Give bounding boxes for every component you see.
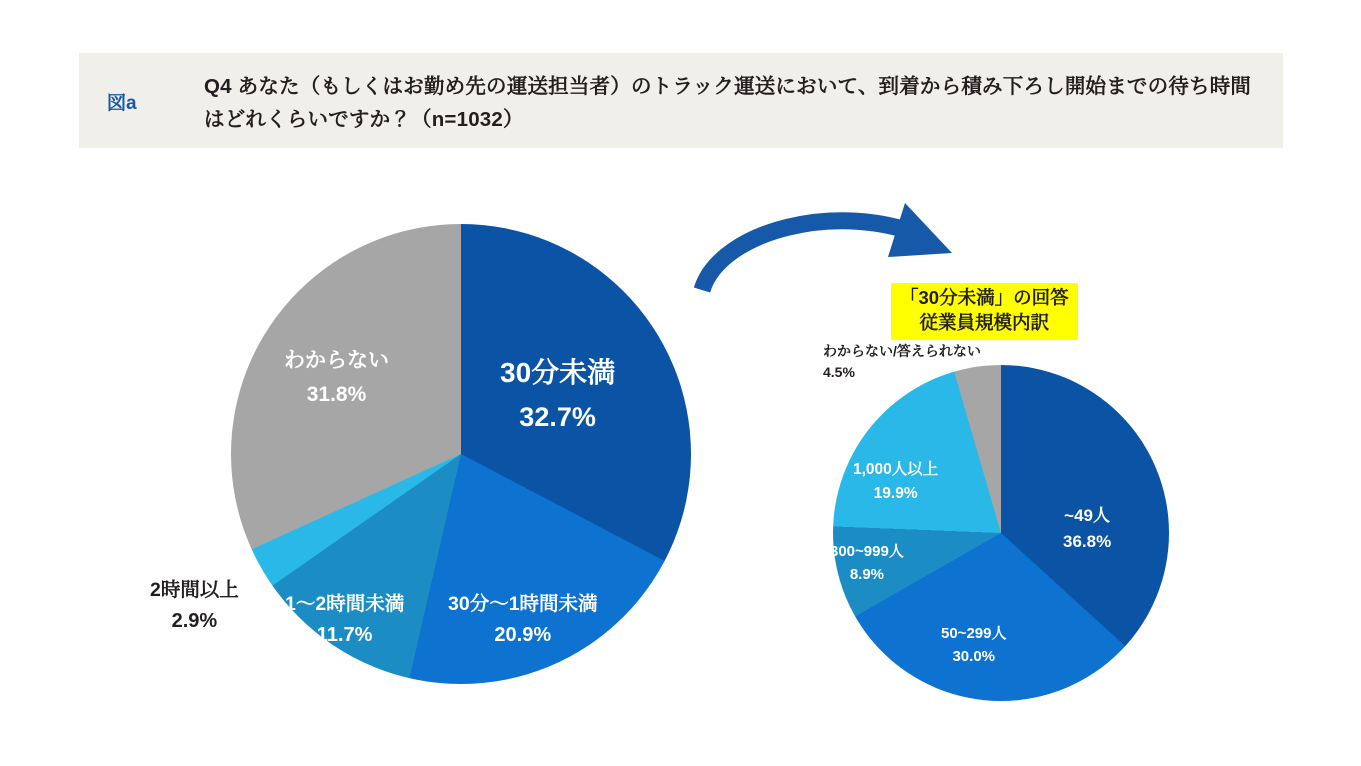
sub-pie-slice-name-3: 1,000人以上 [853,461,939,478]
main-pie-slice-name-2: 1～2時間未満 [285,593,405,615]
sub-pie-slice-value-0: 36.8% [1063,531,1112,551]
sub-pie-slice-name-2: 300~999人 [830,543,904,560]
main-pie-slice-value-2: 11.7% [316,623,373,646]
callout-box [891,283,1078,340]
sub-pie-slice-value-1: 30.0% [952,648,996,666]
sub-pie-slice-name-0: ~49人 [1064,506,1111,525]
main-pie-slice-name-0: 30分未満 [500,357,616,388]
main-pie-slice-value-0: 32.7% [519,401,596,432]
sub-pie-slice-value-3: 19.9% [873,484,918,502]
main-pie-slice-label-3 [150,578,239,635]
main-pie-slice-value-4: 31.8% [306,382,367,406]
sub-pie-slice-label-4 [823,343,981,382]
main-pie-slice-name-3: 2時間以上 [150,579,239,601]
main-pie-slice-label-4 [284,348,389,409]
sub-pie-slice-value-4: 4.5% [823,363,855,380]
main-pie-slice-name-4: わからない [284,349,389,372]
sub-pie-slice-name-4: わからない/答えられない [823,343,981,359]
main-pie-slice-label-1 [448,592,598,649]
sub-pie-slice-name-1: 50~299人 [941,625,1007,642]
callout-line-2: 従業員規模内訳 [919,311,1050,333]
main-pie-slice-label-2 [285,592,404,649]
figure-tag: 図a [107,93,137,114]
main-pie-slice-value-1: 20.9% [494,623,552,646]
question-title: Q4 あなた（もしくはお勤め先の運送担当者）のトラック運送において、到着から積み下ろし開始までの待ち時間はどれくらいですか？（n=1032） [204,75,1252,132]
sub-pie-slice-label-2 [830,542,904,584]
sub-pie-slice-label-0 [1063,505,1111,553]
main-pie-slice-label-0 [500,355,615,434]
sub-pie-slice-label-3 [853,460,938,504]
sub-pie-slice-value-2: 8.9% [849,566,885,584]
sub-pie-slice-label-1 [941,624,1006,666]
callout-line-1: 「30分未満」の回答 [900,287,1069,308]
main-pie-slice-name-1: 30分～1時間未満 [448,593,598,615]
main-pie-slice-value-3: 2.9% [171,609,218,632]
